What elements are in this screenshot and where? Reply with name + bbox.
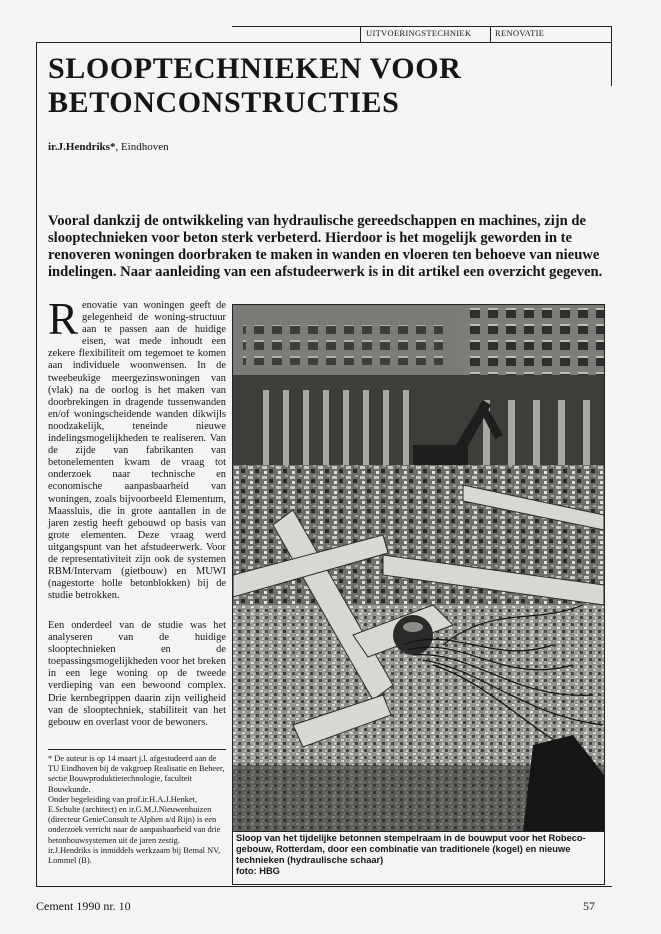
body-column-continued bbox=[48, 620, 226, 729]
page-frame-bottom bbox=[36, 886, 612, 887]
demolition-photo-image bbox=[233, 305, 604, 831]
body-column bbox=[48, 294, 226, 602]
subsection-label: RENOVATIE bbox=[495, 28, 545, 38]
page-number: 57 bbox=[583, 899, 595, 913]
footnote-line-1: * De auteur is op 14 maart j.l. afgestudeerd aan de TU Eindhoven bij de vakgroep Realisatie en Beheer, sectie Bouwproduktietechnologie, faculteit Bouwkunde. bbox=[48, 754, 225, 794]
drop-cap: R bbox=[48, 294, 79, 344]
caption-text: Sloop van het tijdelijke betonnen stempelraam in de bouwput voor het Robeco-gebouw, Rotterdam, door een combinatie van traditionele (kogel) en nieuwe technieken (hydraulische schaar) bbox=[236, 833, 586, 865]
header-top-rule bbox=[232, 26, 612, 27]
title-line-1: SLOOPTECHNIEKEN VOOR bbox=[48, 52, 462, 85]
footnote bbox=[48, 754, 226, 866]
author-byline bbox=[48, 141, 169, 153]
photo-caption bbox=[236, 833, 600, 877]
page-frame-left bbox=[36, 42, 37, 886]
footnote-line-2: Onder begeleiding van prof.ir.H.A.J.Henket, E.Schulte (architect) en ir.G.M.J.Nieuwenhuizen (directeur GenieConsult te Alphen a/d Rijn) is een onderzoek verricht naar de aanpasbaarheid van drie betonbouwsystemen uit de jaren zestig. bbox=[48, 794, 221, 845]
header-divider bbox=[611, 26, 612, 42]
section-label: UITVOERINGSTECHNIEK bbox=[366, 28, 472, 38]
journal-issue: Cement 1990 nr. 10 bbox=[36, 899, 131, 913]
body-paragraph-1 bbox=[48, 294, 226, 602]
demolition-photo bbox=[232, 304, 605, 832]
footnote-line-3: ir.J.Hendriks is inmiddels werkzaam bij Bemal NV, Lommel (B). bbox=[48, 845, 221, 866]
body-paragraph-2: Een onderdeel van de studie was het analyseren van de huidige slooptechnieken en de toepassingsmogelijkheden voor het breken in een lege woning op de tweede verdieping van een bewoond complex. Drie kernbegrippen daarin zijn veiligheid van de slooptechniek, stabiliteit van het gebouw en overlast voor de bewoners. bbox=[48, 620, 226, 728]
header-divider bbox=[490, 26, 491, 42]
lead-paragraph: Vooral dankzij de ontwikkeling van hydraulische gereedschappen en machines, zijn de slooptechnieken voor beton sterk verbeterd. Hierdoor is het mogelijk geworden in te renoveren woningen doorbraken te maken in wanden en vloeren ten behoeve van nieuwe indelingen. Naar aanleiding van een afstudeerwerk is in dit artikel een overzicht gegeven. bbox=[48, 213, 603, 280]
header-divider bbox=[360, 26, 361, 42]
author-place: , Eindhoven bbox=[115, 141, 169, 153]
body-paragraph-1-text: enovatie van woningen geeft de gelegenheid de woning-structuur aan te passen aan de huidige eisen, wat mede inhoudt een zekere flexibiliteit om tegemoet te komen aan individuele woonwensen. In de tweebeukige meergezinswoningen van (vlak) na de oorlog is het maken van doorbrekingen in dragende tussenwanden en/of woningscheidende wanden dikwijls noodzakelijk, teneinde nieuwe indelingsmogelijkheden te realiseren. Van de zijde van fabrikanten van betonelementen kwam de vraag tot onderzoek naar technische en economische aanpasbaarheid van woningen, zoals bijvoorbeeld Elementum, Maassluis, die in grote aantallen in de jaren zestig heeft gebouwd op basis van grote elementen. Deze vraag werd uitgangspunt van het afstudeerwerk. Voor de representativiteit zijn ook de systemen RBM/Intervam (gietbouw) en MUWI (nagestorte holle betonblokken) bij de studie betrokken. bbox=[48, 300, 226, 602]
header-rule bbox=[36, 42, 612, 43]
caption-credit: foto: HBG bbox=[236, 866, 280, 876]
article-title bbox=[48, 52, 608, 120]
title-line-2: BETONCONSTRUCTIES bbox=[48, 86, 400, 119]
page-frame-right bbox=[611, 42, 612, 86]
footnote-rule bbox=[48, 749, 226, 750]
author-name: ir.J.Hendriks* bbox=[48, 141, 116, 153]
